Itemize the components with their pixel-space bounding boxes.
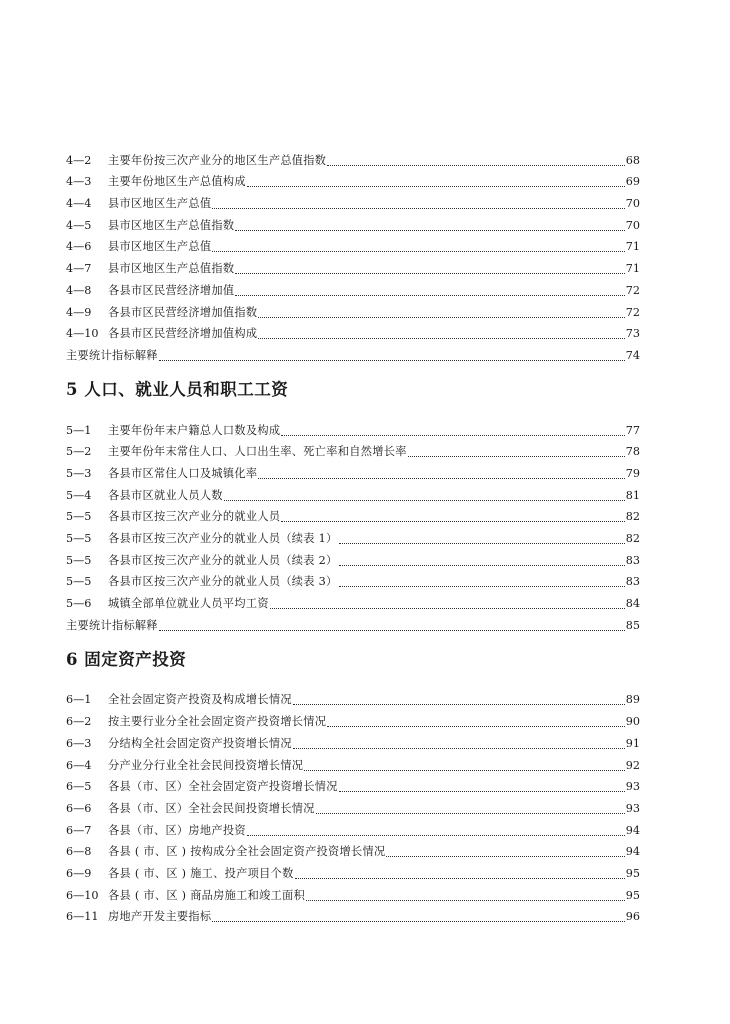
section-heading: 6 固定资产投资 (66, 649, 187, 669)
toc-entry-page-number: 81 (625, 488, 640, 502)
toc-entry-number: 5—1 (66, 423, 92, 437)
toc-entry-title: 分产业分行业全社会民间投资增长情况 (108, 758, 304, 772)
toc-entry[interactable] (66, 503, 640, 525)
toc-entry-page-number: 70 (625, 197, 640, 211)
toc-entry[interactable] (66, 459, 640, 481)
dot-leader (247, 825, 625, 836)
dot-leader (327, 155, 624, 166)
toc-entry-page-number: 73 (625, 327, 640, 341)
toc-entry-number: 5—5 (66, 532, 92, 545)
toc-entry-title: 房地产开发主要指标 (108, 910, 212, 924)
toc-entry-title: 各县市区民营经济增加值 (108, 283, 235, 297)
toc-entry-number: 5—3 (66, 466, 92, 480)
dot-leader (281, 425, 624, 436)
toc-entry-page-number: 92 (625, 758, 640, 772)
toc-entry-number: 6—3 (66, 736, 92, 750)
toc-entry-title: 县市区地区生产总值指数 (108, 262, 235, 276)
toc-entry-page-number: 91 (625, 736, 640, 750)
dot-leader (281, 511, 624, 522)
toc-entry[interactable] (66, 438, 640, 460)
toc-entry-title: 各县市区按三次产业分的就业人员 (108, 510, 281, 524)
toc-entry-title: 各县（市、区）房地产投资 (108, 823, 246, 837)
toc-entry-page-number: 84 (625, 597, 640, 611)
toc-entry-number: 6—8 (66, 845, 92, 859)
toc-entry-number: 5—5 (66, 575, 92, 589)
toc-entry-number: 6—7 (66, 823, 92, 837)
toc-entry-number: 6—2 (66, 715, 92, 729)
toc-entry-title: 县市区地区生产总值 (108, 240, 212, 254)
toc-entry-page-number: 78 (625, 445, 640, 459)
toc-entry-page-number: 70 (625, 218, 640, 232)
toc-entry[interactable] (66, 341, 640, 363)
toc-entry-page-number: 96 (625, 910, 640, 924)
dot-leader (339, 555, 625, 566)
toc-entry-title: 按主要行业分全社会固定资产投资增长情况 (108, 715, 327, 729)
dot-leader (224, 490, 625, 501)
toc-entry-number: 4—2 (66, 153, 92, 167)
toc-entry[interactable] (66, 707, 640, 729)
toc-entry[interactable] (66, 881, 640, 903)
toc-entry-page-number: 83 (625, 553, 640, 567)
toc-entry-number: 6—6 (66, 801, 92, 815)
toc-entry[interactable] (66, 568, 640, 590)
toc-entry-page-number: 85 (625, 618, 640, 632)
toc-entry[interactable] (66, 589, 640, 611)
toc-entry-page-number: 82 (625, 532, 640, 545)
toc-entry-title: 主要统计指标解释 (66, 348, 158, 362)
toc-entry-page-number: 94 (625, 845, 640, 859)
toc-entry[interactable] (66, 816, 640, 838)
dot-leader (258, 328, 624, 339)
toc-entry-number: 4—8 (66, 283, 92, 297)
dot-leader (306, 890, 625, 901)
dot-leader (247, 176, 625, 187)
toc-entry-number: 6—4 (66, 758, 92, 772)
toc-entry-page-number: 83 (625, 575, 640, 589)
toc-entry-number: 4—7 (66, 262, 92, 276)
toc-entry-page-number: 93 (625, 780, 640, 794)
toc-entry[interactable] (66, 751, 640, 773)
toc-entry-page-number: 72 (625, 305, 640, 319)
dot-leader (316, 803, 625, 814)
toc-entry-number: 4—6 (66, 240, 92, 254)
toc-entry-title: 各县市区民营经济增加值构成 (108, 327, 258, 341)
dot-leader (258, 307, 624, 318)
toc-entry[interactable] (66, 611, 640, 633)
toc-entry-number: 5—5 (66, 510, 92, 524)
dot-leader (293, 738, 625, 749)
dot-leader (327, 716, 624, 727)
dot-leader (258, 468, 624, 479)
toc-entry-number: 4—5 (66, 218, 92, 232)
toc-entry[interactable] (66, 524, 640, 546)
dot-leader (235, 285, 624, 296)
toc-entry-number: 4—4 (66, 197, 92, 211)
toc-entry-number: 6—11 (66, 910, 99, 924)
toc-entry[interactable] (66, 481, 640, 503)
dot-leader (159, 620, 625, 631)
toc-entry-page-number: 95 (625, 866, 640, 880)
table-of-contents (66, 146, 640, 924)
toc-entry-number: 6—9 (66, 866, 92, 880)
toc-entry[interactable] (66, 773, 640, 795)
toc-entry-title: 各县（市、区）全社会固定资产投资增长情况 (108, 780, 338, 794)
toc-entry-page-number: 68 (625, 153, 640, 167)
dot-leader (295, 868, 625, 879)
toc-entry-page-number: 74 (625, 348, 640, 362)
toc-entry-title: 主要年份年末户籍总人口数及构成 (108, 423, 281, 437)
toc-entry[interactable] (66, 320, 640, 342)
dot-leader (235, 220, 624, 231)
toc-entry[interactable] (66, 168, 640, 190)
toc-entry[interactable] (66, 298, 640, 320)
toc-entry-number: 6—1 (66, 693, 92, 707)
toc-entry-page-number: 90 (625, 715, 640, 729)
toc-entry-title: 主要年份年末常住人口、人口出生率、死亡率和自然增长率 (108, 445, 407, 459)
toc-entry[interactable] (66, 233, 640, 255)
dot-leader (304, 760, 624, 771)
toc-entry-title: 县市区地区生产总值指数 (108, 218, 235, 232)
toc-entry[interactable] (66, 416, 640, 438)
toc-entry-title: 县市区地区生产总值 (108, 197, 212, 211)
toc-entry[interactable] (66, 276, 640, 298)
toc-entry-title: 各县市区按三次产业分的就业人员（续表 3） (108, 575, 338, 589)
toc-entry-number: 5—5 (66, 553, 92, 567)
toc-entry-title: 主要统计指标解释 (66, 618, 158, 632)
toc-entry-title: 各县 ( 市、区 ) 商品房施工和竣工面积 (108, 888, 306, 902)
toc-entry-title: 各县 ( 市、区 ) 按构成分全社会固定资产投资增长情况 (108, 845, 386, 859)
toc-entry[interactable] (66, 146, 640, 168)
dot-leader (408, 446, 625, 457)
toc-entry-number: 4—10 (66, 327, 99, 341)
toc-entry[interactable] (66, 903, 640, 925)
dot-leader (339, 781, 625, 792)
dot-leader (339, 576, 625, 587)
toc-entry-page-number: 71 (625, 240, 640, 254)
toc-entry[interactable] (66, 254, 640, 276)
toc-entry-title: 各县市区就业人员人数 (108, 488, 223, 502)
toc-entry-page-number: 93 (625, 801, 640, 815)
toc-entry[interactable] (66, 794, 640, 816)
toc-entry-number: 4—3 (66, 175, 92, 189)
dot-leader (339, 533, 625, 544)
toc-entry-title: 主要年份按三次产业分的地区生产总值指数 (108, 153, 327, 167)
dot-leader (159, 350, 625, 361)
toc-entry-title: 各县市区按三次产业分的就业人员（续表 1） (108, 532, 338, 545)
toc-entry[interactable] (66, 211, 640, 233)
dot-leader (212, 198, 624, 209)
toc-entry[interactable] (66, 189, 640, 211)
toc-entry-number: 4—9 (66, 305, 92, 319)
dot-leader (293, 694, 625, 705)
toc-entry-title: 分结构全社会固定资产投资增长情况 (108, 736, 292, 750)
toc-entry-number: 6—10 (66, 888, 99, 902)
dot-leader (212, 241, 624, 252)
toc-entry-title: 各县 ( 市、区 ) 施工、投产项目个数 (108, 866, 294, 880)
dot-leader (270, 598, 625, 609)
toc-entry-number: 6—5 (66, 780, 92, 794)
toc-entry-title: 各县市区常住人口及城镇化率 (108, 466, 258, 480)
toc-entry-number: 5—6 (66, 597, 92, 611)
toc-entry-title: 各县市区按三次产业分的就业人员（续表 2） (108, 553, 338, 567)
toc-entry-page-number: 72 (625, 283, 640, 297)
toc-entry-page-number: 82 (625, 510, 640, 524)
dot-leader (212, 911, 624, 922)
toc-entry-page-number: 71 (625, 262, 640, 276)
toc-entry[interactable] (66, 838, 640, 860)
toc-entry-page-number: 69 (625, 175, 640, 189)
toc-entry-page-number: 94 (625, 823, 640, 837)
toc-entry[interactable] (66, 859, 640, 881)
toc-entry-title: 城镇全部单位就业人员平均工资 (108, 597, 269, 611)
section-heading: 5 人口、就业人员和职工工资 (66, 379, 289, 399)
toc-entry-title: 全社会固定资产投资及构成增长情况 (108, 693, 292, 707)
toc-entry[interactable] (66, 686, 640, 708)
toc-entry[interactable] (66, 546, 640, 568)
toc-entry-page-number: 79 (625, 466, 640, 480)
toc-entry-page-number: 89 (625, 693, 640, 707)
toc-entry[interactable] (66, 729, 640, 751)
dot-leader (235, 263, 624, 274)
toc-entry-title: 主要年份地区生产总值构成 (108, 175, 246, 189)
toc-entry-title: 各县（市、区）全社会民间投资增长情况 (108, 801, 315, 815)
toc-entry-page-number: 95 (625, 888, 640, 902)
toc-entry-number: 5—2 (66, 445, 92, 459)
toc-entry-number: 5—4 (66, 488, 92, 502)
toc-entry-title: 各县市区民营经济增加值指数 (108, 305, 258, 319)
dot-leader (386, 846, 624, 857)
toc-entry-page-number: 77 (625, 423, 640, 437)
